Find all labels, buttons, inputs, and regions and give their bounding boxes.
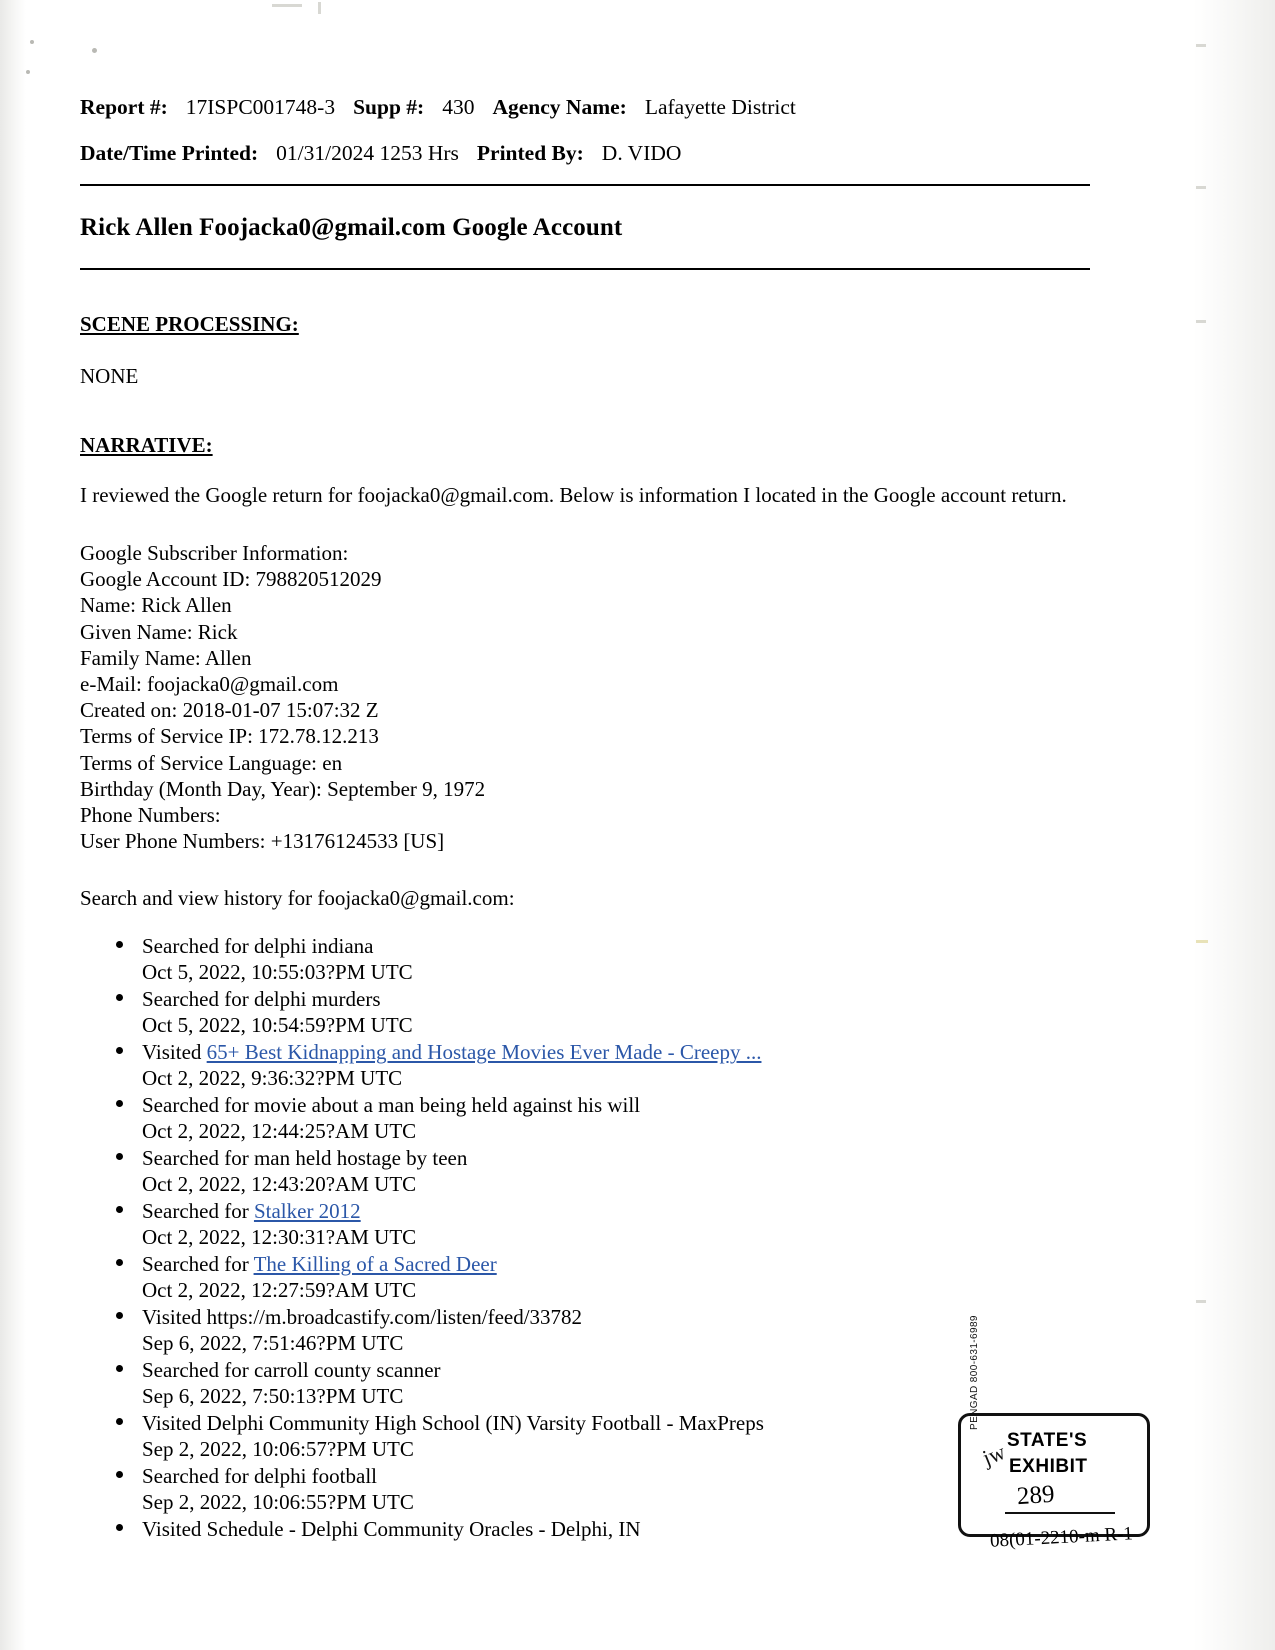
exhibit-stamp-subtitle: EXHIBIT <box>1009 1456 1088 1477</box>
subscriber-name: Name: Rick Allen <box>80 593 232 618</box>
entry-timestamp: Sep 2, 2022, 10:06:55?PM UTC <box>142 1490 414 1515</box>
subscriber-account-id: Google Account ID: 798820512029 <box>80 567 382 592</box>
bullet-icon <box>116 1100 123 1107</box>
subscriber-info-block <box>80 540 1090 854</box>
bullet-icon <box>116 941 123 948</box>
entry-link[interactable]: The Killing of a Sacred Deer <box>253 1252 497 1277</box>
title-divider <box>80 268 1090 270</box>
header-divider <box>80 184 1090 186</box>
scene-processing-body: NONE <box>80 364 139 388</box>
bullet-icon <box>116 1524 123 1531</box>
entry-text: Visited Schedule - Delphi Community Oracles - Delphi, IN <box>142 1517 641 1542</box>
list-item <box>80 986 1090 1038</box>
entry-timestamp: Sep 2, 2022, 10:06:57?PM UTC <box>142 1437 414 1462</box>
scan-speck <box>26 70 30 74</box>
entry-text: Searched for movie about a man being held against his will <box>142 1093 641 1118</box>
scan-edge-left <box>0 0 26 1650</box>
bullet-icon <box>116 1312 123 1319</box>
list-item <box>80 1304 1090 1356</box>
entry-timestamp: Sep 6, 2022, 7:50:13?PM UTC <box>142 1384 404 1409</box>
entry-text: Searched for <box>142 1252 254 1277</box>
scene-processing-heading: SCENE PROCESSING: <box>80 312 299 336</box>
printed-by-value: D. VIDO <box>601 141 682 165</box>
bullet-icon <box>116 1153 123 1160</box>
bullet-icon <box>116 994 123 1001</box>
entry-link[interactable]: Stalker 2012 <box>253 1199 361 1224</box>
list-item <box>80 1410 1090 1462</box>
entry-text: Searched for delphi indiana <box>142 934 374 959</box>
entry-timestamp: Sep 6, 2022, 7:51:46?PM UTC <box>142 1331 404 1356</box>
bullet-icon <box>116 1259 123 1266</box>
exhibit-stamp-title: STATE'S <box>1007 1430 1088 1451</box>
list-item <box>80 1145 1090 1197</box>
scan-tick <box>1196 1300 1206 1303</box>
entry-timestamp: Oct 2, 2022, 12:27:59?AM UTC <box>142 1278 417 1303</box>
subscriber-given-name: Given Name: Rick <box>80 619 238 644</box>
handwritten-case-mark: 08(01-2210-m R-1 <box>989 1523 1134 1552</box>
report-header-line-1 <box>80 92 1090 122</box>
handwritten-initials: jw <box>978 1438 1009 1471</box>
list-item <box>80 1092 1090 1144</box>
scan-tick <box>1196 186 1206 189</box>
bullet-icon <box>116 1418 123 1425</box>
scan-tick <box>1196 320 1206 323</box>
page-title: Rick Allen Foojacka0@gmail.com Google Account <box>80 214 623 241</box>
list-item <box>80 933 1090 985</box>
states-exhibit-stamp <box>958 1315 1150 1537</box>
printed-datetime-label: Date/Time Printed: <box>80 141 259 165</box>
subscriber-info-heading: Google Subscriber Information: <box>80 541 349 565</box>
supp-number-label: Supp #: <box>353 95 425 119</box>
agency-name-value: Lafayette District <box>644 95 796 119</box>
scan-tick <box>272 4 302 7</box>
list-item <box>80 1516 1090 1542</box>
printed-datetime-value: 01/31/2024 1253 Hrs <box>276 141 459 165</box>
scan-tick <box>1196 44 1206 47</box>
list-item <box>80 1251 1090 1303</box>
entry-text: Visited Delphi Community High School (IN) Varsity Football - MaxPreps <box>142 1411 764 1436</box>
narrative-heading: NARRATIVE: <box>80 433 213 457</box>
exhibit-number: 289 <box>1016 1480 1056 1511</box>
search-history-intro: Search and view history for foojacka0@gmail.com: <box>80 886 515 911</box>
entry-timestamp: Oct 2, 2022, 9:36:32?PM UTC <box>142 1066 403 1091</box>
scan-speck <box>92 48 97 53</box>
subscriber-family-name: Family Name: Allen <box>80 645 252 670</box>
pengad-imprint: PENGAD 800-631-6989 <box>969 1315 980 1430</box>
report-header-line-2 <box>80 138 1090 168</box>
search-history-list <box>80 933 1090 1542</box>
bullet-icon <box>116 1365 123 1372</box>
entry-link[interactable]: 65+ Best Kidnapping and Hostage Movies Ever Made - Creepy ... <box>206 1040 762 1065</box>
document-body <box>80 92 1090 1543</box>
exhibit-number-underline <box>1005 1512 1115 1514</box>
entry-timestamp: Oct 2, 2022, 12:43:20?AM UTC <box>142 1172 417 1197</box>
scan-speck <box>30 40 34 44</box>
subscriber-tos-language: Terms of Service Language: en <box>80 750 343 775</box>
entry-text: Searched for delphi murders <box>142 987 381 1012</box>
list-item <box>80 1198 1090 1250</box>
scan-tick <box>1196 940 1208 943</box>
list-item <box>80 1039 1090 1091</box>
list-item <box>80 1463 1090 1515</box>
report-number-label: Report #: <box>80 95 168 119</box>
subscriber-phone-numbers-label: Phone Numbers: <box>80 803 221 828</box>
supp-number-value: 430 <box>442 95 475 119</box>
bullet-icon <box>116 1206 123 1213</box>
scan-tick <box>318 2 321 14</box>
narrative-body: I reviewed the Google return for foojacka0@gmail.com. Below is information I located in the Google account return. <box>80 483 1067 507</box>
agency-name-label: Agency Name: <box>492 95 627 119</box>
bullet-icon <box>116 1047 123 1054</box>
entry-timestamp: Oct 2, 2022, 12:30:31?AM UTC <box>142 1225 417 1250</box>
list-item <box>80 1357 1090 1409</box>
entry-text: Searched for delphi football <box>142 1464 377 1489</box>
subscriber-created-on: Created on: 2018-01-07 15:07:32 Z <box>80 698 379 723</box>
entry-text: Visited <box>142 1040 207 1065</box>
bullet-icon <box>116 1471 123 1478</box>
scan-edge-right <box>1193 0 1275 1650</box>
entry-text: Searched for carroll county scanner <box>142 1358 441 1383</box>
entry-text: Searched for man held hostage by teen <box>142 1146 468 1171</box>
report-number-value: 17ISPC001748-3 <box>185 95 336 119</box>
entry-timestamp: Oct 5, 2022, 10:54:59?PM UTC <box>142 1013 413 1038</box>
subscriber-birthday: Birthday (Month Day, Year): September 9, 1972 <box>80 776 486 801</box>
entry-timestamp: Oct 5, 2022, 10:55:03?PM UTC <box>142 960 413 985</box>
entry-text: Searched for <box>142 1199 254 1224</box>
printed-by-label: Printed By: <box>476 141 584 165</box>
subscriber-tos-ip: Terms of Service IP: 172.78.12.213 <box>80 724 379 749</box>
subscriber-email: e-Mail: foojacka0@gmail.com <box>80 672 339 697</box>
entry-timestamp: Oct 2, 2022, 12:44:25?AM UTC <box>142 1119 417 1144</box>
subscriber-user-phone-numbers: User Phone Numbers: +13176124533 [US] <box>80 829 445 854</box>
entry-text: Visited https://m.broadcastify.com/listen/feed/33782 <box>142 1305 583 1330</box>
